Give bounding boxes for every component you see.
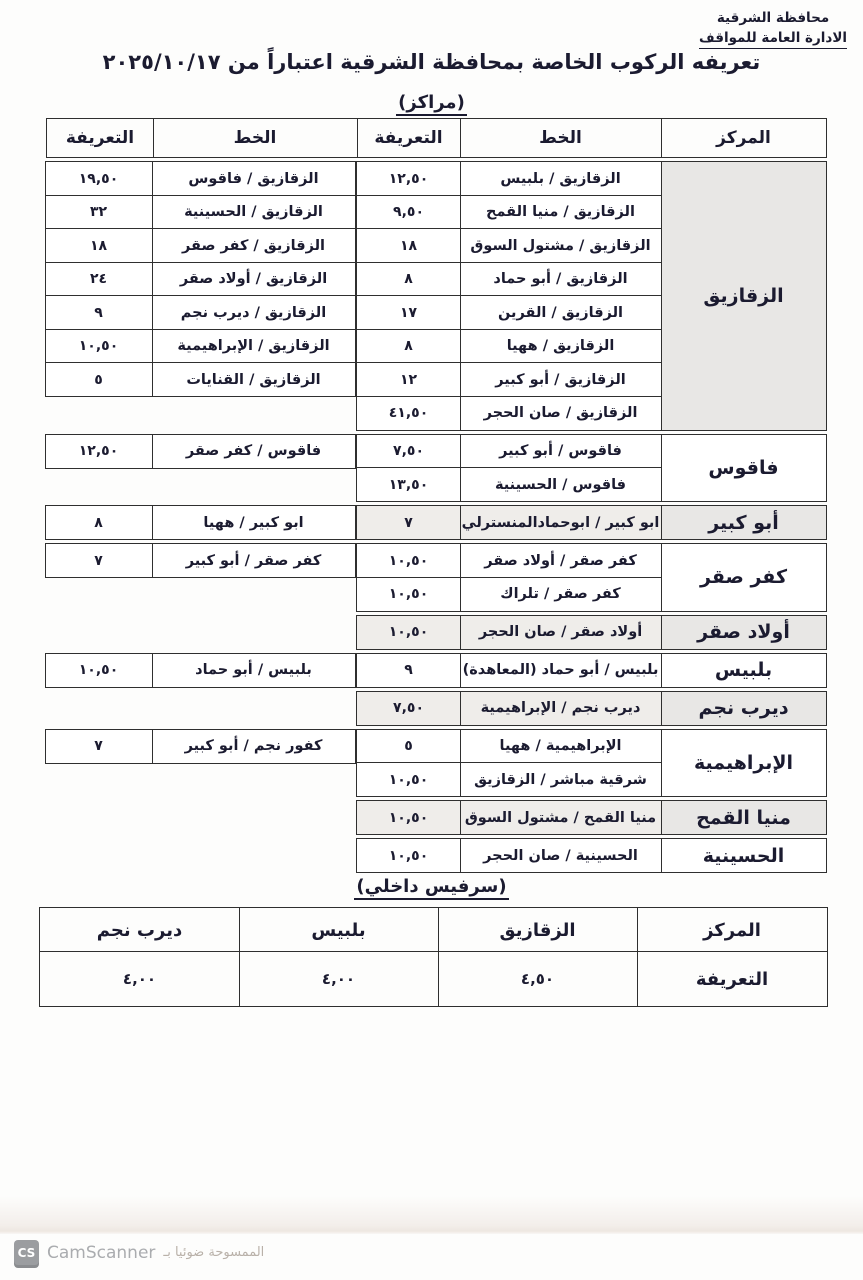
right-line-column <box>355 505 662 540</box>
camscanner-watermark <box>14 1240 264 1265</box>
line-cell: ابو كبير / ابوحمادالمنسترلي <box>460 505 662 540</box>
left-line-column <box>43 543 356 612</box>
center-cell: الحسينية <box>660 838 827 873</box>
fares-table-body <box>40 161 827 873</box>
scan-edge-artifact <box>0 1196 863 1234</box>
fare-cell: ١٢,٥٠ <box>45 434 153 469</box>
center-cell: بلبيس <box>660 653 827 688</box>
table-row <box>355 615 662 650</box>
fare-cell: ١٠,٥٠ <box>356 838 461 873</box>
line-cell: فاقوس / الحسينية <box>460 467 662 502</box>
line-cell: الزقازيق / صان الحجر <box>460 396 662 431</box>
table-row <box>43 195 356 230</box>
fare-cell: ٧ <box>45 543 153 578</box>
fare-section <box>40 543 827 612</box>
table-row <box>355 262 662 297</box>
table-row <box>355 396 662 431</box>
line-cell: ديرب نجم / الإبراهيمية <box>460 691 662 726</box>
right-line-column <box>355 729 662 798</box>
fare-cell: ٧ <box>356 505 461 540</box>
letterhead <box>699 10 847 49</box>
line-cell: الزقازيق / ههيا <box>460 329 662 364</box>
table-row <box>355 653 662 688</box>
line-cell: بلبيس / أبو حماد <box>151 653 356 688</box>
right-line-column <box>355 838 662 873</box>
table-row <box>355 729 662 764</box>
table-row <box>355 800 662 835</box>
fare-cell: ١٨ <box>45 228 153 263</box>
fare-cell: ١٨ <box>356 228 461 263</box>
line-cell: الزقازيق / القنايات <box>151 362 356 397</box>
table-row <box>43 362 356 397</box>
line-cell: منيا القمح / مشتول السوق <box>460 800 662 835</box>
service-fare-belbeis: ٤,٠٠ <box>238 951 439 1007</box>
center-cell: الإبراهيمية <box>660 729 827 798</box>
line-cell: الزقازيق / الحسينية <box>151 195 356 230</box>
table-row <box>43 262 356 297</box>
line-cell: كفر صقر / أولاد صقر <box>460 543 662 578</box>
fare-cell: ١٠,٥٠ <box>356 800 461 835</box>
table-row <box>355 329 662 364</box>
line-cell: ابو كبير / ههيا <box>151 505 356 540</box>
fare-cell: ١٢,٥٠ <box>356 161 461 196</box>
right-line-column <box>355 691 662 726</box>
header-fare-2: التعريفة <box>46 118 154 158</box>
fare-cell: ٥ <box>45 362 153 397</box>
table-row <box>355 505 662 540</box>
fares-table-header <box>40 118 827 158</box>
fare-cell: ١٠,٥٠ <box>356 615 461 650</box>
center-cell: الزقازيق <box>660 161 827 431</box>
table-row <box>355 161 662 196</box>
fare-section <box>40 434 827 503</box>
table-row <box>43 653 356 688</box>
fare-cell: ١٧ <box>356 295 461 330</box>
fare-cell: ٣٢ <box>45 195 153 230</box>
fare-section <box>40 653 827 688</box>
line-cell: الزقازيق / ديرب نجم <box>151 295 356 330</box>
left-line-column <box>43 615 356 650</box>
fare-section <box>40 161 827 431</box>
left-line-column <box>43 505 356 540</box>
center-cell: فاقوس <box>660 434 827 503</box>
header-fare-1: التعريفة <box>356 118 461 158</box>
line-cell: الزقازيق / أولاد صقر <box>151 262 356 297</box>
table-row <box>43 161 356 196</box>
left-line-column <box>43 838 356 873</box>
line-cell: فاقوس / كفر صقر <box>151 434 356 469</box>
internal-service-table <box>40 908 827 1006</box>
fare-cell: ٨ <box>356 329 461 364</box>
fare-section <box>40 615 827 650</box>
document-title: تعريفه الركوب الخاصة بمحافظة الشرقية اعتباراً من ٢٠٢٥/١٠/١٧ <box>102 50 761 74</box>
center-cell: ديرب نجم <box>660 691 827 726</box>
table-row <box>43 505 356 540</box>
fare-cell: ٥ <box>356 729 461 764</box>
scanned-by-label: الممسوحة ضوئيا بـ <box>163 1245 265 1260</box>
service-fare-zagazig: ٤,٥٠ <box>437 951 638 1007</box>
fare-cell: ٩ <box>356 653 461 688</box>
table-row <box>355 762 662 797</box>
fare-cell: ٧,٥٠ <box>356 434 461 469</box>
fare-cell: ١٠,٥٠ <box>45 329 153 364</box>
left-line-column <box>43 800 356 835</box>
fare-cell: ١٩,٥٠ <box>45 161 153 196</box>
line-cell: شرقية مباشر / الزقازيق <box>460 762 662 797</box>
right-line-column <box>355 653 662 688</box>
fare-cell: ٧ <box>45 729 153 764</box>
table-row <box>43 329 356 364</box>
right-line-column <box>355 543 662 612</box>
table-row <box>355 838 662 873</box>
line-cell: الزقازيق / أبو كبير <box>460 362 662 397</box>
service-col-belbeis: بلبيس <box>238 907 439 953</box>
table-row <box>355 228 662 263</box>
fare-cell: ١٢ <box>356 362 461 397</box>
table-row <box>355 691 662 726</box>
governorate-name: محافظة الشرقية <box>716 10 830 26</box>
center-cell: أبو كبير <box>660 505 827 540</box>
fare-cell: ٧,٥٠ <box>356 691 461 726</box>
left-line-column <box>43 729 356 798</box>
fare-cell: ٤١,٥٠ <box>356 396 461 431</box>
line-cell: الزقازيق / أبو حماد <box>460 262 662 297</box>
line-cell: كفر صقر / تلراك <box>460 577 662 612</box>
service-header-center: المركز <box>636 907 828 953</box>
table-row <box>355 434 662 469</box>
table-row <box>43 434 356 469</box>
fare-cell: ١٣,٥٠ <box>356 467 461 502</box>
line-cell: الزقازيق / مشتول السوق <box>460 228 662 263</box>
line-cell: فاقوس / أبو كبير <box>460 434 662 469</box>
left-line-column <box>43 653 356 688</box>
line-cell: الزقازيق / بلبيس <box>460 161 662 196</box>
fare-cell: ٨ <box>45 505 153 540</box>
fare-cell: ١٠,٥٠ <box>356 762 461 797</box>
fare-section <box>40 691 827 726</box>
table-row <box>355 195 662 230</box>
line-cell: الزقازيق / فاقوس <box>151 161 356 196</box>
centers-subtitle: (مراكز) <box>0 92 863 113</box>
line-cell: أولاد صقر / صان الحجر <box>460 615 662 650</box>
center-cell: أولاد صقر <box>660 615 827 650</box>
table-row <box>43 543 356 578</box>
right-line-column <box>355 800 662 835</box>
right-line-column <box>355 161 662 431</box>
right-line-column <box>355 615 662 650</box>
table-row <box>355 543 662 578</box>
table-row <box>355 577 662 612</box>
fare-cell: ١٠,٥٠ <box>45 653 153 688</box>
camscanner-label: CamScanner <box>47 1242 156 1263</box>
fare-cell: ١٠,٥٠ <box>356 543 461 578</box>
fare-cell: ٨ <box>356 262 461 297</box>
table-row <box>355 295 662 330</box>
left-line-column <box>43 434 356 503</box>
line-cell: الحسينية / صان الحجر <box>460 838 662 873</box>
header-line-2: الخط <box>153 118 358 158</box>
fare-cell: ٢٤ <box>45 262 153 297</box>
fare-section <box>40 729 827 798</box>
fare-cell: ٩ <box>45 295 153 330</box>
fares-table <box>40 118 827 876</box>
line-cell: الزقازيق / منيا القمح <box>460 195 662 230</box>
internal-service-subtitle: (سرفيس داخلي) <box>0 876 863 897</box>
service-col-zagazig: الزقازيق <box>437 907 638 953</box>
administration-name: الادارة العامة للمواقف <box>699 30 847 49</box>
camscanner-logo-icon: CS <box>14 1240 39 1265</box>
table-row <box>43 228 356 263</box>
fare-cell: ٩,٥٠ <box>356 195 461 230</box>
service-fare-deirb-negm: ٤,٠٠ <box>39 951 240 1007</box>
table-row <box>43 729 356 764</box>
table-row <box>355 362 662 397</box>
line-cell: الزقازيق / القرين <box>460 295 662 330</box>
center-cell: كفر صقر <box>660 543 827 612</box>
center-cell: منيا القمح <box>660 800 827 835</box>
left-line-column <box>43 161 356 431</box>
fare-section <box>40 505 827 540</box>
fare-cell: ١٠,٥٠ <box>356 577 461 612</box>
right-line-column <box>355 434 662 503</box>
line-cell: الإبراهيمية / ههيا <box>460 729 662 764</box>
line-cell: الزقازيق / كفر صقر <box>151 228 356 263</box>
service-header-fare: التعريفة <box>636 951 828 1007</box>
fare-section <box>40 800 827 835</box>
table-row <box>43 295 356 330</box>
line-cell: كفور نجم / أبو كبير <box>151 729 356 764</box>
service-col-deirb-negm: ديرب نجم <box>39 907 240 953</box>
left-line-column <box>43 691 356 726</box>
table-row <box>355 467 662 502</box>
line-cell: الزقازيق / الإبراهيمية <box>151 329 356 364</box>
header-line-1: الخط <box>460 118 662 158</box>
fare-section <box>40 838 827 873</box>
line-cell: بلبيس / أبو حماد (المعاهدة) <box>460 653 662 688</box>
header-center: المركز <box>660 118 827 158</box>
line-cell: كفر صقر / أبو كبير <box>151 543 356 578</box>
